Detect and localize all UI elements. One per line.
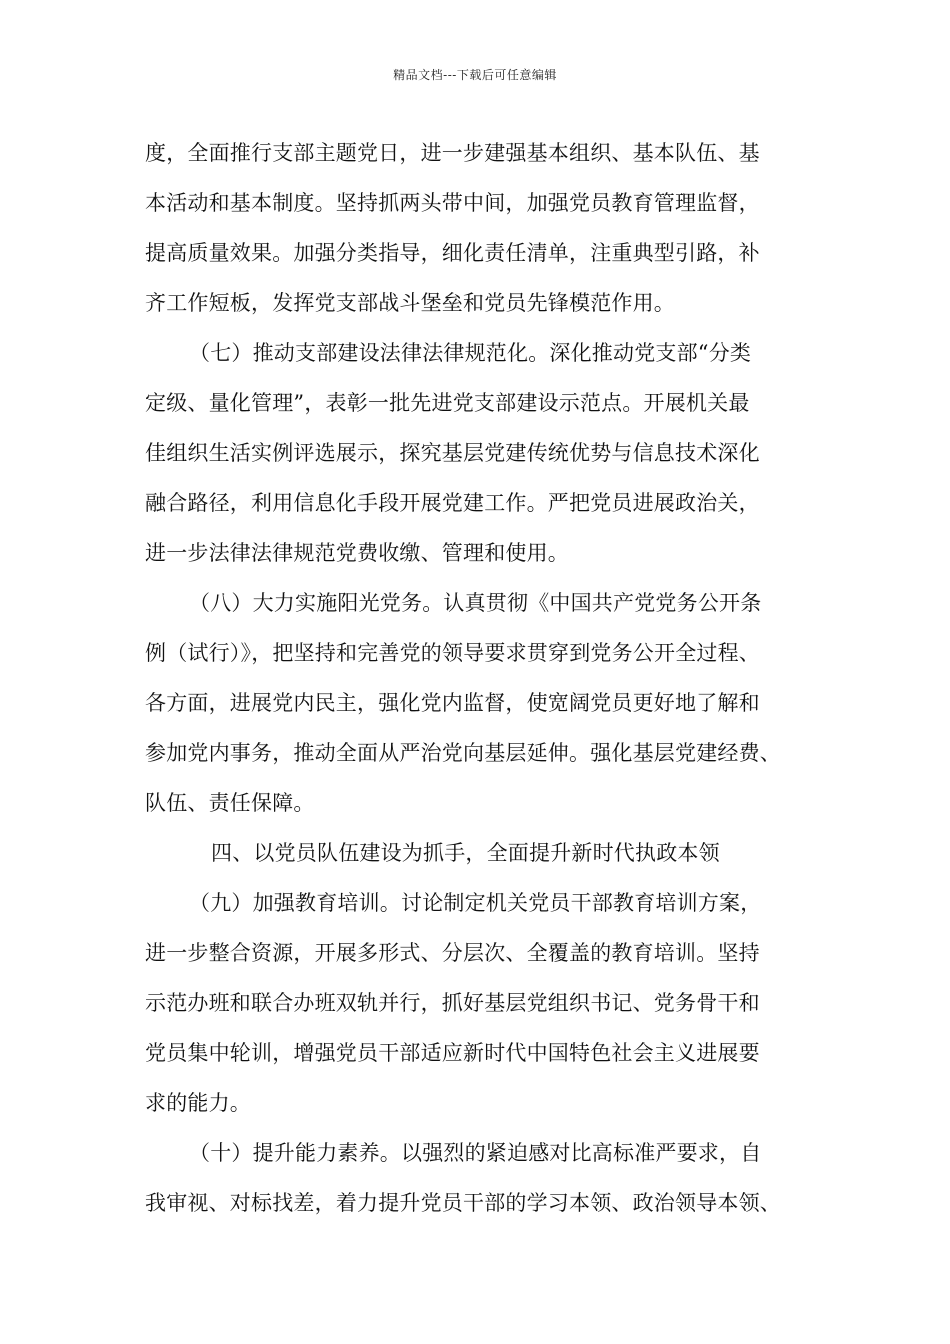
paragraph-first-line: （九）加强教育培训。讨论制定机关党员干部教育培训方案， <box>189 891 762 915</box>
text-line: 提高质量效果。加强分类指导，细化责任清单，注重典型引路，补 <box>145 241 760 265</box>
text-line: 进一步法律法律规范党费收缴、管理和使用。 <box>145 541 569 565</box>
text-line: 例（试行）》，把坚持和完善党的领导要求贯穿到党务公开全过程、 <box>145 641 760 665</box>
paragraph-first-line: （八）大力实施阳光党务。认真贯彻《中国共产党党务公开条 <box>189 591 762 615</box>
text-line: 示范办班和联合办班双轨并行，抓好基层党组织书记、党务骨干和 <box>145 991 760 1015</box>
text-line: 进一步整合资源，开展多形式、分层次、全覆盖的教育培训。坚持 <box>145 941 760 965</box>
paragraph-first-line: （七）推动支部建设法律法律规范化。深化推动党支部“分类 <box>189 341 752 365</box>
text-line: 党员集中轮训，增强党员干部适应新时代中国特色社会主义进展要 <box>145 1041 760 1065</box>
text-line: 齐工作短板，发挥党支部战斗堡垒和党员先锋模范作用。 <box>145 291 675 315</box>
page-header: 精品文档---下载后可任意编辑 <box>393 68 557 82</box>
section-heading: 四、以党员队伍建设为抓手，全面提升新时代执政本领 <box>211 841 720 865</box>
text-line: 融合路径，利用信息化手段开展党建工作。严把党员进展政治关， <box>145 491 760 515</box>
document-body <box>145 128 825 1228</box>
text-line: 队伍、责任保障。 <box>145 791 315 815</box>
text-line: 各方面，进展党内民主，强化党内监督，使宽阔党员更好地了解和 <box>145 691 760 715</box>
text-line: 我审视、对标找差，着力提升党员干部的学习本领、政治领导本领、 <box>145 1191 781 1215</box>
text-line: 本活动和基本制度。坚持抓两头带中间，加强党员教育管理监督， <box>145 191 760 215</box>
text-line: 度，全面推行支部主题党日，进一步建强基本组织、基本队伍、基 <box>145 141 760 165</box>
text-line: 佳组织生活实例评选展示，探究基层党建传统优势与信息技术深化 <box>145 441 760 465</box>
paragraph-first-line: （十）提升能力素养。以强烈的紧迫感对比高标准严要求，自 <box>189 1141 762 1165</box>
text-line: 参加党内事务，推动全面从严治党向基层延伸。强化基层党建经费、 <box>145 741 781 765</box>
text-line: 定级、量化管理”，表彰一批先进党支部建设示范点。开展机关最 <box>145 391 750 415</box>
text-line: 求的能力。 <box>145 1091 251 1115</box>
